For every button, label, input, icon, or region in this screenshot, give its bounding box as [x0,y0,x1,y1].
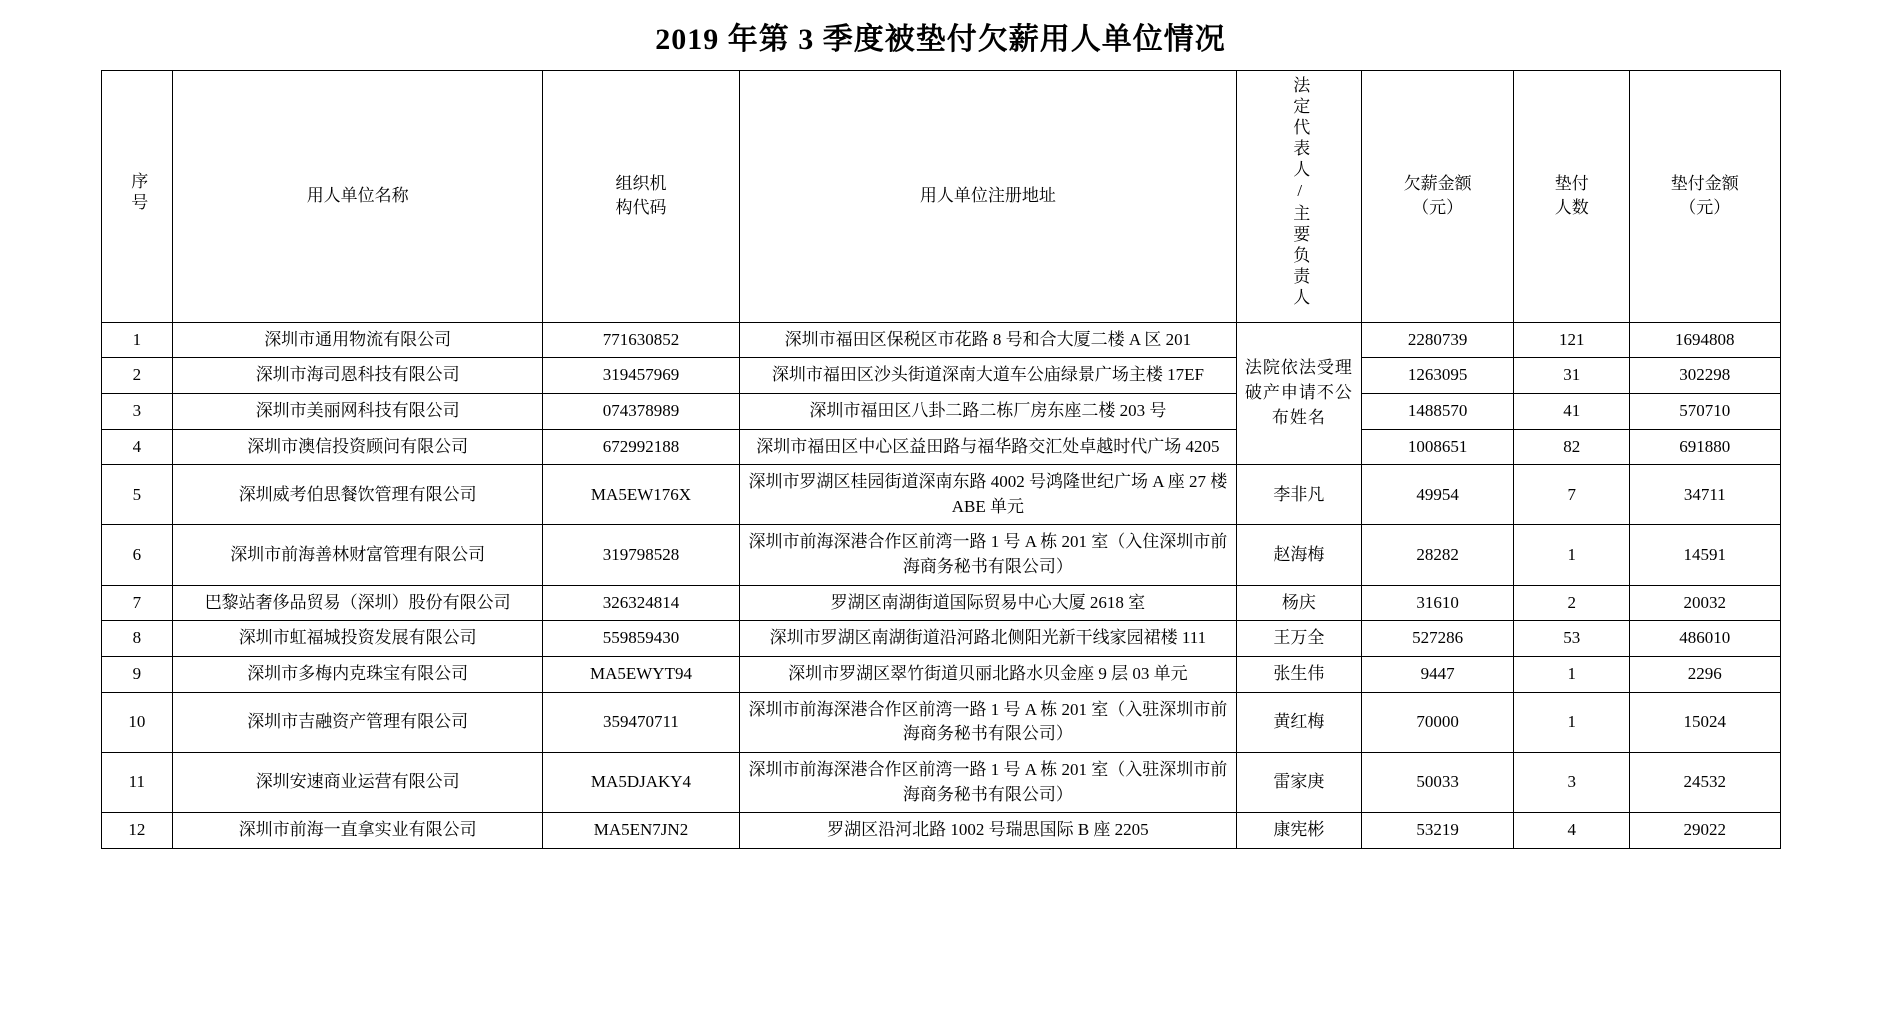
table-row [101,465,1780,525]
cell-org-code: MA5EW176X [543,465,740,525]
cell-owed-amount: 2280739 [1361,322,1514,358]
cell-address: 深圳市前海深港合作区前湾一路 1 号 A 栋 201 室（入驻深圳市前海商务秘书有限公司） [739,752,1236,812]
cell-legal-rep-merged: 法院依法受理破产申请不公布姓名 [1236,322,1361,465]
cell-index: 6 [101,525,173,585]
cell-unit-name: 深圳市海司恩科技有限公司 [173,358,543,394]
column-header-index-label: 序号 [128,171,148,214]
cell-legal-rep: 李非凡 [1236,465,1361,525]
table-row [101,358,1780,394]
cell-paid-amount: 15024 [1630,692,1780,752]
cell-paid-amount: 29022 [1630,813,1780,849]
cell-org-code: 319798528 [543,525,740,585]
cell-legal-rep: 赵海梅 [1236,525,1361,585]
cell-owed-amount: 527286 [1361,621,1514,657]
column-header-index [101,71,173,323]
cell-org-code: MA5EWYT94 [543,657,740,693]
cell-owed-amount: 50033 [1361,752,1514,812]
table-row [101,525,1780,585]
cell-address: 罗湖区沿河北路 1002 号瑞思国际 B 座 2205 [739,813,1236,849]
cell-unit-name: 深圳市美丽网科技有限公司 [173,393,543,429]
table-container [101,70,1781,849]
cell-index: 3 [101,393,173,429]
cell-index: 10 [101,692,173,752]
cell-owed-amount: 1008651 [1361,429,1514,465]
cell-paid-amount: 2296 [1630,657,1780,693]
cell-legal-rep: 雷家庚 [1236,752,1361,812]
cell-index: 8 [101,621,173,657]
column-header-legal-rep [1236,71,1361,323]
cell-org-code: MA5EN7JN2 [543,813,740,849]
cell-index: 7 [101,585,173,621]
column-header-paid-amount [1630,71,1780,323]
cell-unit-name: 深圳市虹福城投资发展有限公司 [173,621,543,657]
cell-paid-amount: 20032 [1630,585,1780,621]
column-header-paid-people [1514,71,1630,323]
table-row [101,429,1780,465]
cell-paid-amount: 24532 [1630,752,1780,812]
cell-paid-amount: 34711 [1630,465,1780,525]
cell-owed-amount: 1488570 [1361,393,1514,429]
column-header-paid-people-line1: 垫付 [1554,173,1589,193]
cell-paid-people: 41 [1514,393,1630,429]
cell-owed-amount: 70000 [1361,692,1514,752]
cell-owed-amount: 49954 [1361,465,1514,525]
cell-org-code: 326324814 [543,585,740,621]
cell-unit-name: 深圳安速商业运营有限公司 [173,752,543,812]
cell-paid-amount: 1694808 [1630,322,1780,358]
cell-index: 2 [101,358,173,394]
cell-owed-amount: 53219 [1361,813,1514,849]
cell-address: 罗湖区南湖街道国际贸易中心大厦 2618 室 [739,585,1236,621]
cell-paid-people: 4 [1514,813,1630,849]
cell-org-code: 074378989 [543,393,740,429]
table-body [101,322,1780,848]
cell-owed-amount: 1263095 [1361,358,1514,394]
cell-unit-name: 深圳市吉融资产管理有限公司 [173,692,543,752]
column-header-org-code-line1: 组织机 [615,173,667,193]
column-header-paid-amount-line2: （元） [1679,198,1731,218]
column-header-paid-people-line2: 人数 [1554,198,1589,218]
cell-index: 12 [101,813,173,849]
column-header-org-code [543,71,740,323]
cell-unit-name: 巴黎站奢侈品贸易（深圳）股份有限公司 [173,585,543,621]
column-header-unit-name: 用人单位名称 [173,71,543,323]
cell-unit-name: 深圳市多梅内克珠宝有限公司 [173,657,543,693]
cell-paid-people: 121 [1514,322,1630,358]
cell-legal-rep: 康宪彬 [1236,813,1361,849]
cell-address: 深圳市前海深港合作区前湾一路 1 号 A 栋 201 室（入住深圳市前海商务秘书有限公司） [739,525,1236,585]
cell-index: 1 [101,322,173,358]
cell-address: 深圳市福田区八卦二路二栋厂房东座二楼 203 号 [739,393,1236,429]
table-row [101,621,1780,657]
document-page [0,14,1881,1028]
table-row [101,752,1780,812]
cell-paid-people: 31 [1514,358,1630,394]
cell-org-code: 559859430 [543,621,740,657]
cell-paid-people: 2 [1514,585,1630,621]
cell-unit-name: 深圳市前海善林财富管理有限公司 [173,525,543,585]
cell-paid-amount: 302298 [1630,358,1780,394]
cell-paid-people: 82 [1514,429,1630,465]
cell-owed-amount: 31610 [1361,585,1514,621]
cell-unit-name: 深圳市前海一直拿实业有限公司 [173,813,543,849]
table-header [101,71,1780,323]
cell-paid-people: 7 [1514,465,1630,525]
cell-org-code: MA5DJAKY4 [543,752,740,812]
wage-advance-table [101,70,1781,849]
cell-address: 深圳市罗湖区南湖街道沿河路北侧阳光新干线家园裙楼 111 [739,621,1236,657]
cell-paid-amount: 486010 [1630,621,1780,657]
cell-paid-amount: 14591 [1630,525,1780,585]
column-header-address: 用人单位注册地址 [739,71,1236,323]
cell-unit-name: 深圳市澳信投资顾问有限公司 [173,429,543,465]
table-row [101,657,1780,693]
table-row [101,393,1780,429]
cell-paid-people: 1 [1514,525,1630,585]
cell-unit-name: 深圳市通用物流有限公司 [173,322,543,358]
cell-address: 深圳市罗湖区桂园街道深南东路 4002 号鸿隆世纪广场 A 座 27 楼 ABE 单元 [739,465,1236,525]
table-row [101,813,1780,849]
cell-address: 深圳市福田区中心区益田路与福华路交汇处卓越时代广场 4205 [739,429,1236,465]
column-header-paid-amount-line1: 垫付金额 [1670,173,1739,193]
cell-legal-rep: 杨庆 [1236,585,1361,621]
column-header-owed-amount-line2: （元） [1412,198,1464,218]
cell-paid-people: 53 [1514,621,1630,657]
table-row [101,692,1780,752]
cell-legal-rep: 黄红梅 [1236,692,1361,752]
cell-address: 深圳市福田区保税区市花路 8 号和合大厦二楼 A 区 201 [739,322,1236,358]
cell-address: 深圳市福田区沙头街道深南大道车公庙绿景广场主楼 17EF [739,358,1236,394]
cell-paid-people: 1 [1514,657,1630,693]
column-header-owed-amount-line1: 欠薪金额 [1403,173,1472,193]
cell-owed-amount: 9447 [1361,657,1514,693]
cell-paid-amount: 570710 [1630,393,1780,429]
cell-owed-amount: 28282 [1361,525,1514,585]
cell-org-code: 771630852 [543,322,740,358]
table-header-row [101,71,1780,323]
page-title: 2019 年第 3 季度被垫付欠薪用人单位情况 [655,23,1226,56]
cell-org-code: 319457969 [543,358,740,394]
cell-legal-rep: 张生伟 [1236,657,1361,693]
column-header-owed-amount [1361,71,1514,323]
cell-address: 深圳市前海深港合作区前湾一路 1 号 A 栋 201 室（入驻深圳市前海商务秘书有限公司） [739,692,1236,752]
cell-index: 4 [101,429,173,465]
table-row [101,322,1780,358]
cell-org-code: 359470711 [543,692,740,752]
cell-paid-people: 1 [1514,692,1630,752]
cell-org-code: 672992188 [543,429,740,465]
cell-unit-name: 深圳威考伯思餐饮管理有限公司 [173,465,543,525]
cell-address: 深圳市罗湖区翠竹街道贝丽北路水贝金座 9 层 03 单元 [739,657,1236,693]
cell-index: 9 [101,657,173,693]
column-header-legal-rep-label: 法定代表人/主要负责人 [1290,76,1310,309]
cell-index: 5 [101,465,173,525]
table-row [101,585,1780,621]
cell-index: 11 [101,752,173,812]
cell-paid-amount: 691880 [1630,429,1780,465]
column-header-org-code-line2: 构代码 [615,198,667,218]
cell-legal-rep: 王万全 [1236,621,1361,657]
cell-paid-people: 3 [1514,752,1630,812]
